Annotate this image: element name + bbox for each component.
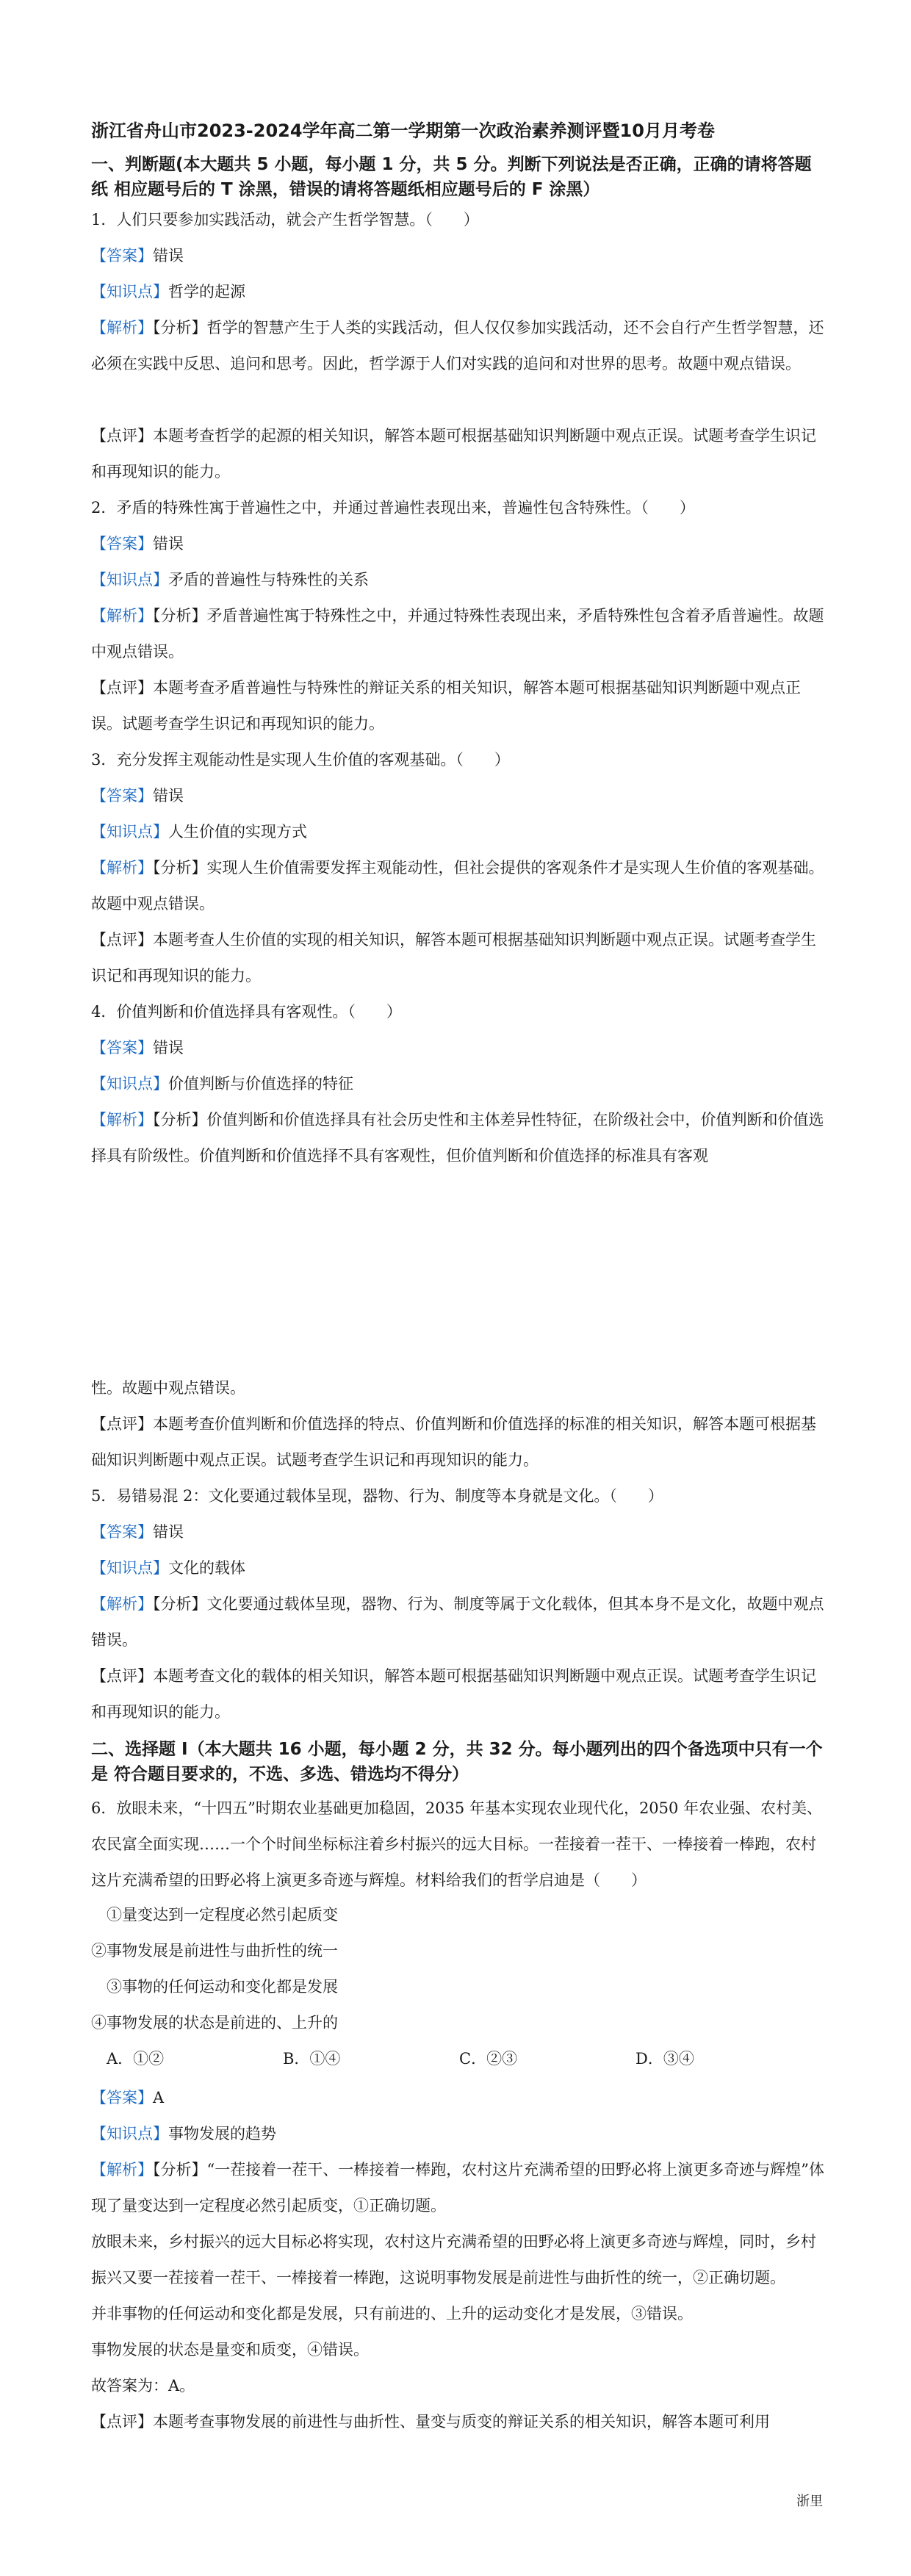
question-6-item-1: ①量变达到一定程度必然引起质变 <box>107 1906 338 1924</box>
question-6-analysis-2: 放眼未来，乡村振兴的远大目标必将实现，农村这片充满希望的田野必将上演更多奇迹与辉煌，同时，乡村振兴又要一茬接着一茬干、一棒接着一棒跑，这说明事物发展是前进性与曲折性的统一，②正确切题。 <box>91 2233 816 2287</box>
question-6-item-2: ②事物发展是前进性与曲折性的统一 <box>91 1942 338 1960</box>
question-1-knowledge-point: 【知识点】哲学的起源 <box>91 283 245 301</box>
question-3-analysis: 【解析】【分析】实现人生价值需要发挥主观能动性，但社会提供的客观条件才是实现人生价值的客观基础。故题中观点错误。 <box>91 859 824 913</box>
question-6-analysis-3: 并非事物的任何运动和变化都是发展，只有前进的、上升的运动变化才是发展，③错误。 <box>91 2305 693 2323</box>
question-1-answer: 【答案】错误 <box>91 247 184 265</box>
question-3-answer: 【答案】错误 <box>91 787 184 805</box>
question-4-stem: 4．价值判断和价值选择具有客观性。（ ） <box>91 1003 402 1021</box>
section-heading-choice: 二、选择题 Ⅰ（本大题共 16 小题，每小题 2 分，共 32 分。每小题列出的四个备选项中只有一个是 符合题目要求的，不选、多选、错选均不得分） <box>91 1740 823 1784</box>
question-6-knowledge-point: 【知识点】事物发展的趋势 <box>91 2125 276 2143</box>
question-6-item-4: ④事物发展的状态是前进的、上升的 <box>91 2014 338 2032</box>
question-6-answer: 【答案】A <box>91 2089 165 2107</box>
question-6-option-c: C．②③ <box>459 2050 518 2068</box>
question-4-answer: 【答案】错误 <box>91 1039 184 1057</box>
question-5-analysis: 【解析】【分析】文化要通过载体呈现，器物、行为、制度等属于文化载体，但其本身不是文化，故题中观点错误。 <box>91 1595 824 1649</box>
question-3-review: 【点评】本题考查人生价值的实现的相关知识，解答本题可根据基础知识判断题中观点正误。试题考查学生识记和再现知识的能力。 <box>91 931 816 985</box>
question-6-conclusion: 故答案为：A。 <box>91 2377 195 2395</box>
question-1-stem: 1．人们只要参加实践活动，就会产生哲学智慧。（ ） <box>91 211 479 229</box>
question-3-knowledge-point: 【知识点】人生价值的实现方式 <box>91 823 307 841</box>
question-6-stem: 6．放眼未来，“十四五”时期农业基础更加稳固，2035 年基本实现农业现代化，2050 年农业强、农村美、农民富全面实现……一个个时间坐标标注着乡村振兴的远大目标。一茬接着一茬干、一棒接着一棒跑，农村这片充满希望的田野必将上演更多奇迹与辉煌。材料给我们的哲学启迪是（ ） <box>91 1799 823 1889</box>
question-1-analysis: 【解析】【分析】哲学的智慧产生于人类的实践活动，但人仅仅参加实践活动，还不会自行产生哲学智慧，还必须在实践中反思、追问和思考。因此，哲学源于人们对实践的追问和对世界的思考。故题中观点错误。 <box>91 319 824 373</box>
question-6-option-d: D．③④ <box>635 2050 694 2068</box>
page-footer: 浙里 <box>796 2494 823 2509</box>
question-6-option-a: A．①② <box>107 2050 165 2068</box>
question-6-review: 【点评】本题考查事物发展的前进性与曲折性、量变与质变的辩证关系的相关知识，解答本题可利用 <box>91 2413 770 2431</box>
question-4-knowledge-point: 【知识点】价值判断与价值选择的特征 <box>91 1075 353 1093</box>
page-title: 浙江省舟山市2023-2024学年高二第一学期第一次政治素养测评暨10月月考卷 <box>91 120 715 141</box>
question-1-review: 【点评】本题考查哲学的起源的相关知识，解答本题可根据基础知识判断题中观点正误。试题考查学生识记和再现知识的能力。 <box>91 427 816 481</box>
question-2-stem: 2．矛盾的特殊性寓于普遍性之中，并通过普遍性表现出来，普遍性包含特殊性。（ ） <box>91 499 695 517</box>
question-5-knowledge-point: 【知识点】文化的载体 <box>91 1559 245 1577</box>
question-2-review: 【点评】本题考查矛盾普遍性与特殊性的辩证关系的相关知识，解答本题可根据基础知识判断题中观点正误。试题考查学生识记和再现知识的能力。 <box>91 679 801 733</box>
question-5-answer: 【答案】错误 <box>91 1523 184 1541</box>
question-4-analysis-continued: 性。故题中观点错误。 <box>91 1379 245 1397</box>
question-3-stem: 3．充分发挥主观能动性是实现人生价值的客观基础。（ ） <box>91 751 510 769</box>
question-2-analysis: 【解析】【分析】矛盾普遍性寓于特殊性之中，并通过特殊性表现出来，矛盾特殊性包含着矛盾普遍性。故题中观点错误。 <box>91 607 824 661</box>
question-6-item-3: ③事物的任何运动和变化都是发展 <box>107 1978 338 1996</box>
question-6-option-b: B．①④ <box>283 2050 341 2068</box>
question-2-knowledge-point: 【知识点】矛盾的普遍性与特殊性的关系 <box>91 571 369 589</box>
question-4-review: 【点评】本题考查价值判断和价值选择的特点、价值判断和价值选择的标准的相关知识，解答本题可根据基础知识判断题中观点正误。试题考查学生识记和再现知识的能力。 <box>91 1415 816 1469</box>
question-2-answer: 【答案】错误 <box>91 535 184 553</box>
question-4-analysis: 【解析】【分析】价值判断和价值选择具有社会历史性和主体差异性特征，在阶级社会中，价值判断和价值选择具有阶级性。价值判断和价值选择不具有客观性，但价值判断和价值选择的标准具有客观 <box>91 1111 824 1165</box>
section-heading-judgment: 一、判断题(本大题共 5 小题，每小题 1 分，共 5 分。判断下列说法是否正确，正确的请将答题纸 相应题号后的 T 涂黑，错误的请将答题纸相应题号后的 F 涂黑） <box>91 155 812 199</box>
question-6-analysis-4: 事物发展的状态是量变和质变，④错误。 <box>91 2341 369 2359</box>
question-5-stem: 5．易错易混 2：文化要通过载体呈现，器物、行为、制度等本身就是文化。（ ） <box>91 1487 663 1505</box>
question-5-review: 【点评】本题考查文化的载体的相关知识，解答本题可根据基础知识判断题中观点正误。试题考查学生识记和再现知识的能力。 <box>91 1667 816 1721</box>
question-6-analysis: 【解析】【分析】“一茬接着一茬干、一棒接着一棒跑，农村这片充满希望的田野必将上演更多奇迹与辉煌”体现了量变达到一定程度必然引起质变，①正确切题。 <box>91 2161 824 2215</box>
